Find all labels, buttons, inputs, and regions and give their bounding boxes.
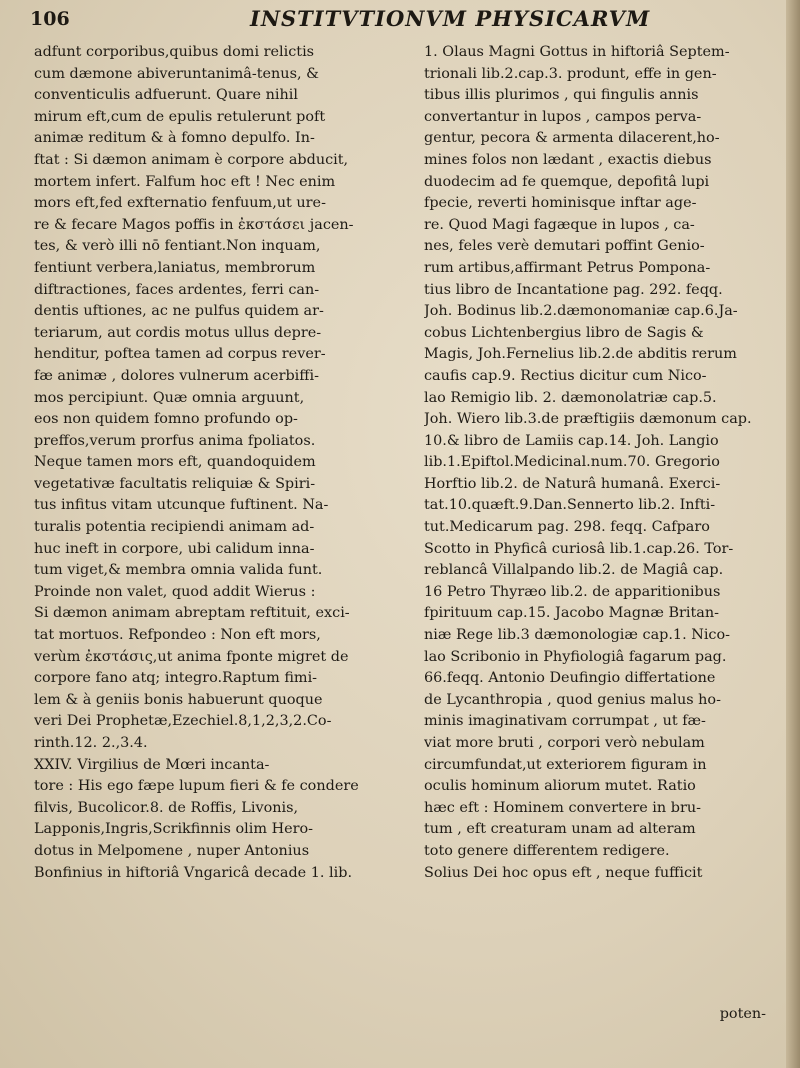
text-line: corpore fano atq; integro.Raptum fimi- bbox=[34, 670, 318, 687]
text-line: vegetativæ facultatis reliquiæ & Spiri- bbox=[34, 475, 316, 492]
text-line: tut.Medicarum pag. 298. feqq. Cafparo bbox=[424, 519, 710, 536]
text-line: rinth.12. 2.,3.4. bbox=[34, 735, 148, 751]
text-line: Proinde non valet, quod addit Wierus : bbox=[34, 583, 316, 600]
text-line: reblancâ Villalpando lib.2. de Magiâ cap. bbox=[424, 562, 724, 579]
text-line: teriarum, aut cordis motus ullus depre- bbox=[34, 324, 322, 341]
text-line: Solius Dei hoc opus eft , neque fufficit bbox=[424, 864, 703, 881]
text-line: Bonfinius in hiftoriâ Vngaricâ decade 1. lib. bbox=[34, 864, 353, 881]
text-line: toto genere differentem redigere. bbox=[424, 842, 670, 859]
left-text-column bbox=[34, 42, 406, 884]
text-line: convertantur in lupos , campos perva- bbox=[424, 108, 702, 125]
text-line: tius libro de Incantatione pag. 292. feqq. bbox=[424, 281, 723, 298]
text-line: Magis, Joh.Fernelius lib.2.de abditis rerum bbox=[424, 346, 737, 363]
text-line: tus infitus vitam utcunque fuftinent. Na- bbox=[34, 497, 329, 514]
text-line: Scotto in Phyficâ curiosâ lib.1.cap.26. Tor- bbox=[424, 540, 734, 557]
text-line: tat.10.quæft.9.Dan.Sennerto lib.2. Infti- bbox=[424, 497, 716, 514]
text-line: gentur, pecora & armenta dilacerent,ho- bbox=[424, 130, 720, 147]
text-line: lao Remigio lib. 2. dæmonolatriæ cap.5. bbox=[424, 389, 717, 406]
text-line: minis imaginativam corrumpat , ut fæ- bbox=[424, 713, 706, 730]
text-line: tum , eft creaturam unam ad alteram bbox=[424, 821, 696, 838]
page-number: 106 bbox=[30, 8, 70, 30]
text-line: tibus illis plurimos , qui fingulis annis bbox=[424, 87, 699, 104]
text-line: 16 Petro Thyræo lib.2. de apparitionibus bbox=[424, 583, 721, 600]
text-line: verùm ἐκστάσις,ut anima fponte migret de bbox=[34, 648, 349, 665]
text-line: de Lycanthropia , quod genius malus ho- bbox=[424, 691, 721, 708]
text-line: veri Dei Prophetæ,Ezechiel.8,1,2,3,2.Co- bbox=[34, 713, 332, 730]
catchword: poten- bbox=[719, 1006, 766, 1022]
text-line: dotus in Melpomene , nuper Antonius bbox=[34, 842, 310, 859]
text-line: huc ineft in corpore, ubi calidum inna- bbox=[34, 540, 315, 557]
page-header bbox=[30, 6, 770, 36]
text-line: Joh. Bodinus lib.2.dæmonomaniæ cap.6.Ja- bbox=[424, 303, 738, 320]
running-head: INSTITVTIONVM PHYSICARVM bbox=[250, 6, 651, 31]
text-line: filvis, Bucolicor.8. de Roffis, Livonis, bbox=[34, 799, 299, 816]
text-line: lem & à geniis bonis habuerunt quoque bbox=[34, 691, 323, 708]
text-line: mors eft,fed exfternatio fenfuum,ut ure- bbox=[34, 195, 326, 212]
text-line: caufis cap.9. Rectius dicitur cum Nico- bbox=[424, 367, 707, 384]
text-line: viat more bruti , corpori verò nebulam bbox=[424, 735, 705, 751]
text-line: Horftio lib.2. de Naturâ humanâ. Exerci- bbox=[424, 475, 721, 492]
text-line: re & fecare Magos poffis in ἐκστάσει jacen- bbox=[34, 216, 354, 233]
text-line: fpirituum cap.15. Jacobo Magnæ Britan- bbox=[424, 605, 720, 622]
text-line: conventiculis adfuerunt. Quare nihil bbox=[34, 87, 298, 104]
text-line: re. Quod Magi fagæque in lupos , ca- bbox=[424, 216, 695, 233]
text-line: 1. Olaus Magni Gottus in hiftoriâ Septem- bbox=[424, 44, 730, 60]
text-line: eos non quidem fomno profundo op- bbox=[34, 411, 298, 428]
text-line: niæ Rege lib.3 dæmonologiæ cap.1. Nico- bbox=[424, 627, 731, 644]
text-line: lao Scribonio in Phyfiologiâ fagarum pag. bbox=[424, 648, 727, 665]
text-line: fpecie, reverti hominisque inftar age- bbox=[424, 195, 697, 212]
text-line: henditur, poftea tamen ad corpus rever- bbox=[34, 346, 326, 363]
text-line: mortem infert. Falfum hoc eft ! Nec enim bbox=[34, 173, 336, 190]
text-line: tum viget,& membra omnia valida funt. bbox=[34, 562, 323, 579]
text-line: Joh. Wiero lib.3.de præftigiis dæmonum cap. bbox=[424, 411, 752, 428]
text-line: circumfundat,ut exteriorem figuram in bbox=[424, 756, 707, 773]
text-line: duodecim ad fe quemque, depofitâ lupi bbox=[424, 173, 710, 190]
text-line: mines folos non lædant , exactis diebus bbox=[424, 151, 712, 168]
text-line: lib.1.Epiftol.Medicinal.num.70. Gregorio bbox=[424, 454, 720, 471]
text-line: fæ animæ , dolores vulnerum acerbiffi- bbox=[34, 367, 319, 384]
page-edge-shadow bbox=[786, 0, 800, 1068]
text-line: adfunt corporibus,quibus domi relictis bbox=[34, 44, 315, 60]
text-line: hæc eft : Hominem convertere in bru- bbox=[424, 799, 701, 816]
text-line: nes, feles verè demutari poffint Genio- bbox=[424, 238, 705, 255]
text-line: tat mortuos. Refpondeo : Non eft mors, bbox=[34, 627, 321, 644]
text-line: Lapponis,Ingris,Scrikfinnis olim Hero- bbox=[34, 821, 314, 838]
text-line: cum dæmone abiveruntanimâ-tenus, & bbox=[34, 65, 319, 82]
text-line: ftat : Si dæmon animam è corpore abducit, bbox=[34, 151, 349, 168]
text-line: trionali lib.2.cap.3. produnt, effe in gen- bbox=[424, 65, 717, 82]
text-line: diftractiones, faces ardentes, ferri can- bbox=[34, 281, 320, 298]
text-line: preffos,verum prorfus anima fpoliatos. bbox=[34, 432, 316, 449]
text-line: Neque tamen mors eft, quandoquidem bbox=[34, 454, 316, 471]
text-line: rum artibus,affirmant Petrus Pompona- bbox=[424, 259, 711, 276]
text-line: XXIV. Virgilius de Mœri incanta- bbox=[34, 756, 270, 773]
right-text-column bbox=[424, 42, 782, 884]
text-line: fentiunt verbera,laniatus, membrorum bbox=[34, 259, 316, 276]
text-line: dentis uftiones, ac ne pulfus quidem ar- bbox=[34, 303, 324, 320]
text-line: tes, & verò illi nō fentiant.Non inquam, bbox=[34, 238, 321, 255]
text-line: mirum eft,cum de epulis retulerunt poft bbox=[34, 108, 326, 125]
text-line: 10.& libro de Lamiis cap.14. Joh. Langio bbox=[424, 432, 719, 449]
text-line: oculis hominum aliorum mutet. Ratio bbox=[424, 778, 696, 795]
text-line: mos percipiunt. Quæ omnia arguunt, bbox=[34, 389, 305, 406]
text-line: Si dæmon animam abreptam reftituit, exci- bbox=[34, 605, 350, 622]
text-line: animæ reditum & à fomno depulfo. In- bbox=[34, 130, 315, 147]
text-line: 66.feqq. Antonio Deufingio differtatione bbox=[424, 670, 716, 687]
text-line: tore : His ego fæpe lupum fieri & fe condere bbox=[34, 778, 359, 795]
text-line: turalis potentia recipiendi animam ad- bbox=[34, 519, 315, 536]
text-line: cobus Lichtenbergius libro de Sagis & bbox=[424, 324, 704, 341]
